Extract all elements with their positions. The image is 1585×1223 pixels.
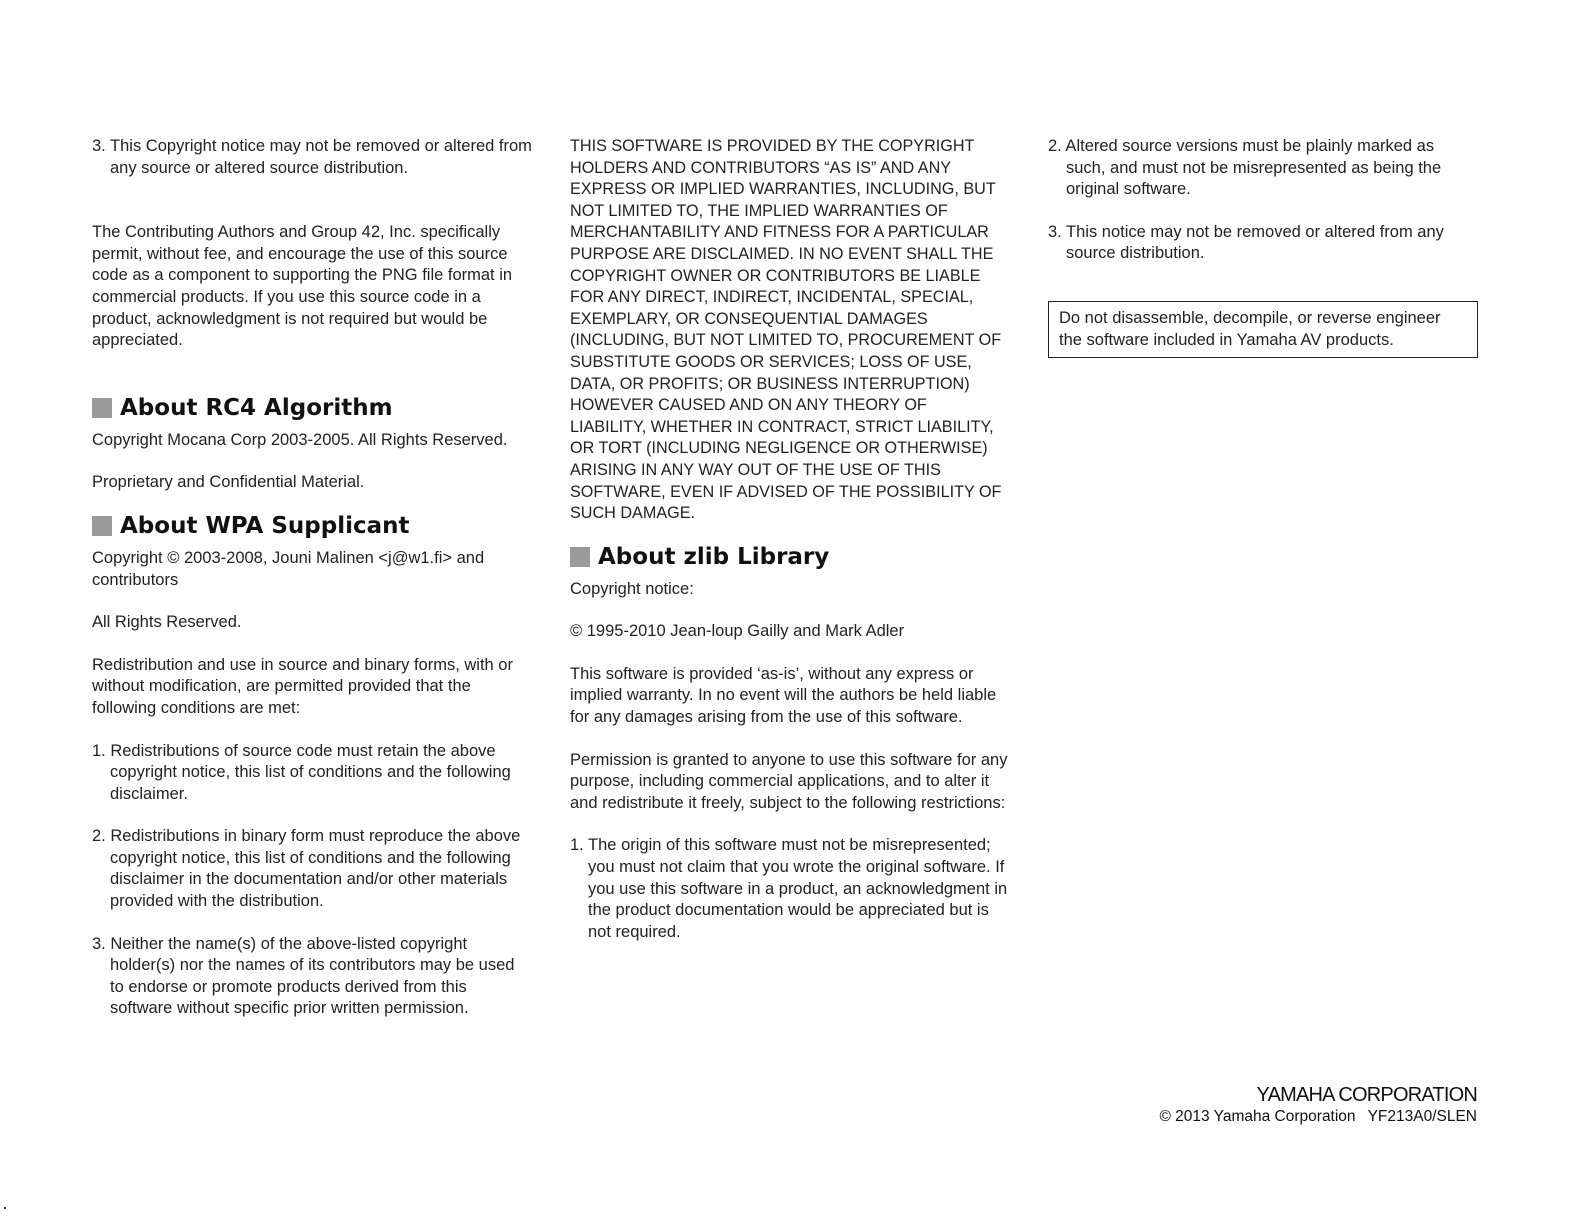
zlib-restriction-3: 3. This notice may not be removed or altered from any source distribution. [1048, 222, 1444, 263]
corporation-name: YAMAHA CORPORATION [1256, 1084, 1477, 1106]
zlib-restriction-1: 1. The origin of this software must not be misrepresented; you must not claim that you wrote the original software. If you use this software in a product, an acknowledgment in the product documentation would be appreciated but is not required. [570, 836, 1008, 941]
zlib-permission-paragraph: Permission is granted to anyone to use this software for any purpose, including commercial applications, and to alter it and redistribute it freely, subject to the following restrictions: [570, 750, 1008, 812]
wpa-condition-3: 3. Neither the name(s) of the above-listed copyright holder(s) nor the names of its contributors may be used to endorse or promote products derived from this software without specific prior written permission. [92, 934, 515, 1018]
zlib-restriction-2: 2. Altered source versions must be plainly marked as such, and must not be misrepresented as being the original software. [1048, 137, 1442, 199]
reverse-engineering-notice: Do not disassemble, decompile, or reverse engineer the software included in Yamaha AV products. [1059, 308, 1441, 349]
footer-copyright-line [1159, 1107, 1477, 1127]
zlib-heading [570, 543, 1010, 571]
wpa-rights-reserved: All Rights Reserved. [92, 613, 242, 632]
warranty-disclaimer: THIS SOFTWARE IS PROVIDED BY THE COPYRIGHT HOLDERS AND CONTRIBUTORS “AS IS” AND ANY EXPRESS OR IMPLIED WARRANTIES, INCLUDING, BUT NOT LIMITED TO, THE IMPLIED WARRANTIES OF MERCHANTABILITY AND FITNESS FOR A PARTICULAR PURPOSE ARE DISCLAIMED. IN NO EVENT SHALL THE COPYRIGHT OWNER OR CONTRIBUTORS BE LIABLE FOR ANY DIRECT, INDIRECT, INCIDENTAL, SPECIAL, EXEMPLARY, OR CONSEQUENTIAL DAMAGES (INCLUDING, BUT NOT LIMITED TO, PROCUREMENT OF SUBSTITUTE GOODS OR SERVICES; LOSS OF USE, DATA, OR PROFITS; OR BUSINESS INTERRUPTION) HOWEVER CAUSED AND ON ANY THEORY OF LIABILITY, WHETHER IN CONTRACT, STRICT LIABILITY, OR TORT (INCLUDING NEGLIGENCE OR OTHERWISE) ARISING IN ANY WAY OUT OF THE USE OF THIS SOFTWARE, EVEN IF ADVISED OF THE POSSIBILITY OF SUCH DAMAGE. [570, 137, 1002, 523]
wpa-redistribution-intro: Redistribution and use in source and binary forms, with or without modification, are permitted provided that the following conditions are met: [92, 655, 513, 717]
middle-column [570, 136, 1010, 943]
wpa-condition-2: 2. Redistributions in binary form must reproduce the above copyright notice, this list of conditions and the following disclaimer in the documentation and/or other materials provided with the distribution. [92, 827, 521, 911]
scan-mark [4, 1207, 6, 1209]
rc4-copyright: Copyright Mocana Corp 2003-2005. All Rights Reserved. [92, 430, 508, 449]
copyright-condition-3: 3. This Copyright notice may not be removed or altered from any source or altered source distribution. [92, 137, 532, 177]
footer-document-code: YF213A0/SLEN [1367, 1108, 1477, 1125]
right-column [1048, 136, 1478, 358]
footer [1159, 1083, 1477, 1127]
zlib-heading-text: About zlib Library [598, 543, 830, 570]
rc4-heading-text: About RC4 Algorithm [120, 394, 393, 421]
heading-square-icon [92, 516, 112, 536]
reverse-engineering-notice-box [1048, 301, 1478, 358]
rc4-proprietary: Proprietary and Confidential Material. [92, 473, 365, 492]
zlib-copyright-line: © 1995-2010 Jean-loup Gailly and Mark Adler [570, 622, 905, 641]
wpa-copyright: Copyright © 2003-2008, Jouni Malinen <j@w1.fi> and contributors [92, 548, 485, 589]
footer-copyright: © 2013 Yamaha Corporation [1159, 1108, 1356, 1125]
heading-square-icon [92, 398, 112, 418]
heading-square-icon [570, 547, 590, 567]
wpa-condition-1: 1. Redistributions of source code must retain the above copyright notice, this list of conditions and the following disclaimer. [92, 741, 511, 803]
wpa-heading [92, 512, 532, 540]
left-column [92, 136, 532, 1020]
wpa-heading-text: About WPA Supplicant [120, 512, 410, 539]
contributing-authors-paragraph: The Contributing Authors and Group 42, Inc. specifically permit, without fee, and encourage the use of this source code as a component to supporting the PNG file format in commercial products. If you use this source code in a product, acknowledgment is not required but would be appreciated. [92, 223, 513, 350]
zlib-copyright-notice-label: Copyright notice: [570, 579, 694, 598]
rc4-heading [92, 394, 532, 422]
zlib-as-is-paragraph: This software is provided ‘as-is’, without any express or implied warranty. In no event will the authors be held liable for any damages arising from the use of this software. [570, 664, 997, 727]
